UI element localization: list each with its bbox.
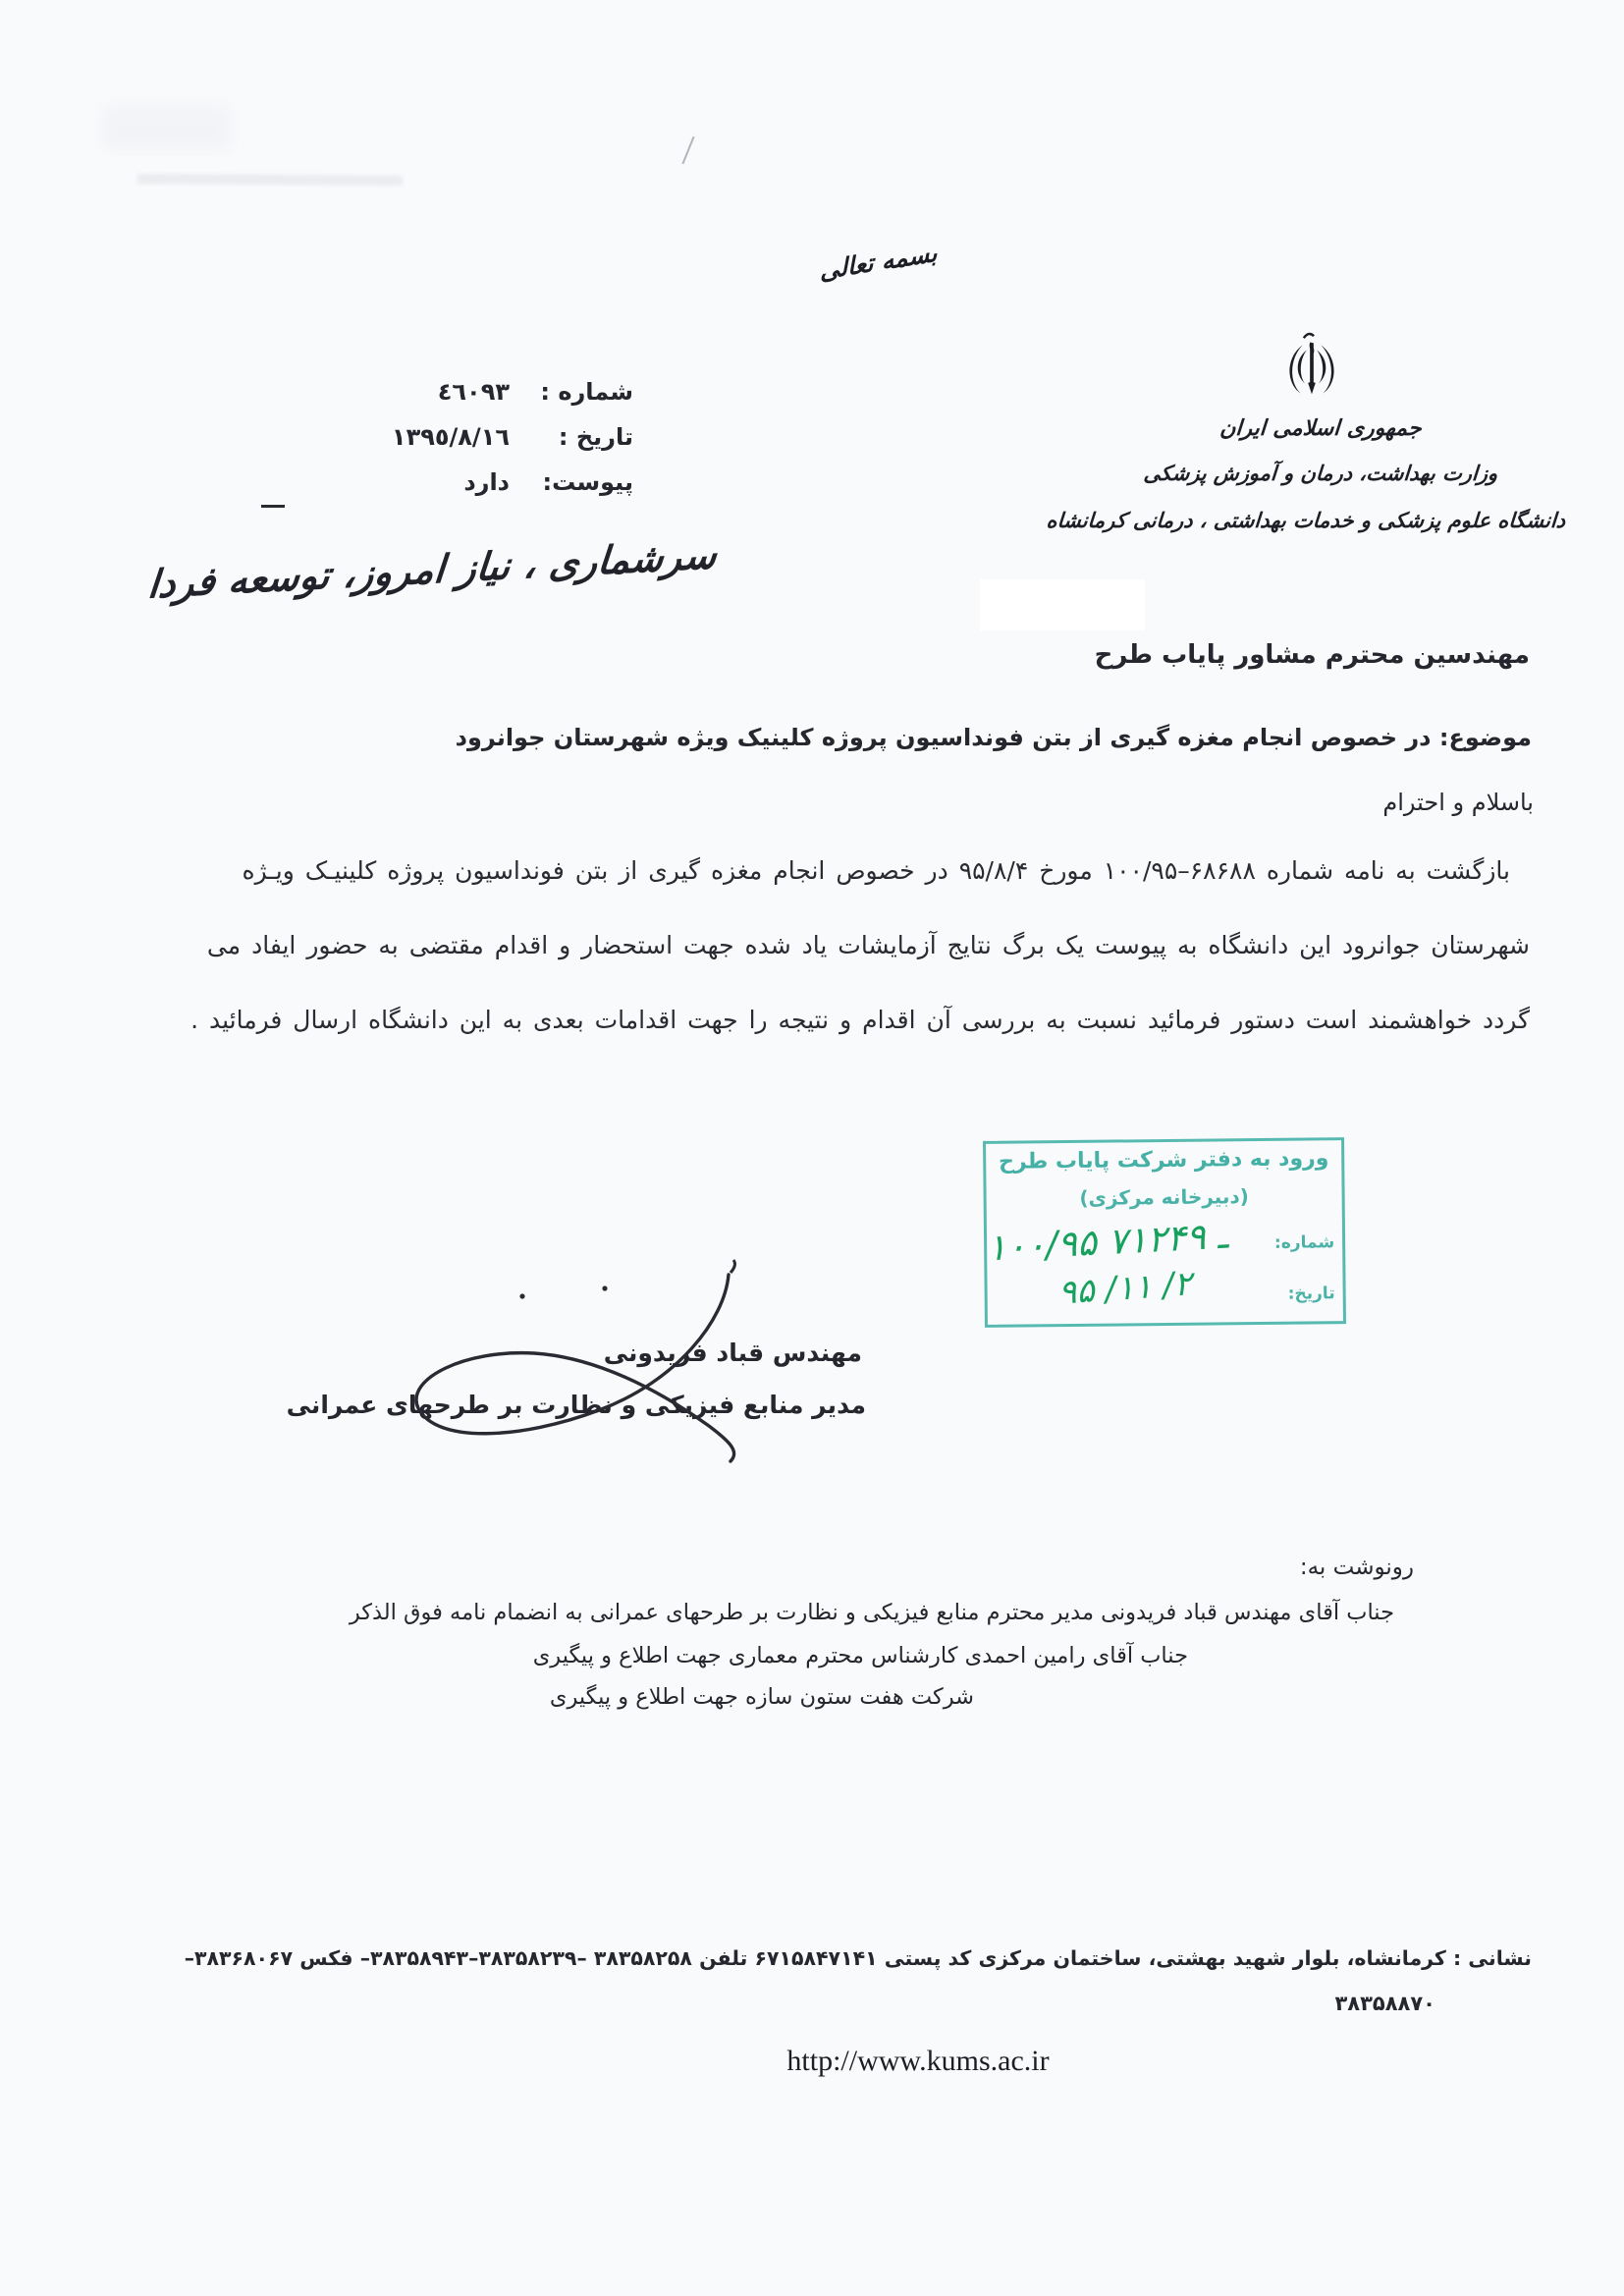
cc-item-3: شرکت هفت ستون سازه جهت اطلاع و پیگیری xyxy=(549,1684,974,1710)
subject-line: موضوع: در خصوص انجام مغزه گیری از بتن فونداسیون پروژه کلینیک ویژه شهرستان جوانرود xyxy=(455,724,1532,751)
letter-meta-fields xyxy=(392,378,633,497)
scan-smudge xyxy=(103,106,231,149)
handwritten-signature xyxy=(385,1259,778,1485)
footer-phone-extra: ۳۸۳۵۸۸۷۰ xyxy=(1334,1992,1435,2015)
scan-smudge xyxy=(137,174,403,186)
stamp-date-handwritten: ۹۵ /۱۱ /۲ xyxy=(1056,1264,1194,1313)
date-value: ١٣٩٥/٨/١٦ xyxy=(391,423,510,451)
body-line-2: شهرستان جوانرود این دانشگاه به پیوست یک برگ نتایج آزمایشات یاد شده جهت استحضار و اقدام مقتضی به حضور ایفاد می xyxy=(206,931,1530,959)
body-line-3: گردد خواهشمند است دستور فرمائید نسبت به بررسی آن اقدام و نتیجه را جهت اقدامات بعدی به این دانشگاه ارسال فرمائید . xyxy=(190,1006,1530,1034)
stamp-date-label: تاریخ: xyxy=(1287,1284,1335,1304)
bismillah-calligraphy: بسمه تعالی xyxy=(819,238,939,286)
cc-item-2: جناب آقای رامین احمدی کارشناس محترم معماری جهت اطلاع و پیگیری xyxy=(532,1643,1188,1668)
cc-label: رونوشت به: xyxy=(1299,1555,1414,1580)
meta-row-attachment xyxy=(392,468,633,497)
attachment-value: دارد xyxy=(463,468,510,496)
pen-dash-mark xyxy=(261,505,285,508)
footer-address: نشانی : کرمانشاه، بلوار شهید بهشتی، ساختمان مرکزی کد پستی ۶۷۱۵۸۴۷۱۴۱ تلفن ۳۸۳۵۸۲۵۸ –۳۸۳۵۸۲۳۹–۳۸۳۵۸۹۴۳– فکس ۳۸۳۶۸۰۶۷– xyxy=(184,1946,1532,1970)
redaction-patch xyxy=(980,579,1145,630)
stamp-subtitle: (دبیرخانه مرکزی) xyxy=(1079,1184,1249,1210)
number-value: ٤٦٠٩٣ xyxy=(437,378,510,406)
number-label: شماره : xyxy=(540,378,633,406)
cc-item-1: جناب آقای مهندس قباد فریدونی مدیر محترم منابع فیزیکی و نظارت بر طرحهای عمرانی به انضمام نامه فوق الذکر xyxy=(349,1600,1394,1625)
iran-emblem-icon xyxy=(1279,330,1344,409)
meta-row-date xyxy=(392,423,633,452)
stamp-title: ورود به دفتر شرکت پایاب طرح xyxy=(998,1146,1329,1175)
signer-title: مدیر منابع فیزیکی و نظارت بر طرحهای عمرانی xyxy=(286,1391,866,1419)
signer-name: مهندس قباد فریدونی xyxy=(603,1339,862,1367)
census-slogan-calligraphy: سرشماری ، نیاز امروز، توسعه فردا xyxy=(145,533,719,608)
salutation-line: باسلام و احترام xyxy=(1382,789,1534,816)
attachment-label: پیوست: xyxy=(542,468,633,496)
letterhead-ministry: وزارت بهداشت، درمان و آموزش پزشکی xyxy=(1142,462,1499,485)
stamp-number-label: شماره: xyxy=(1273,1232,1335,1253)
meta-row-number xyxy=(392,378,633,407)
stamp-number-handwritten: ۱۰۰/۹۵ ـ ۷۱۲۴۹ xyxy=(986,1214,1229,1270)
letterhead-country: جمهوری اسلامی ایران xyxy=(1218,416,1423,441)
body-line-1: بازگشت به نامه شماره ۶۸۶۸۸–۱۰۰/۹۵ مورخ ۹۵/۸/۴ در خصوص انجام مغزه گیری از بتن فونداسیون پروژه کلینیـک ویـژه xyxy=(242,856,1510,885)
recipient-line: مهندسین محترم مشاور پایاب طرح xyxy=(1094,640,1530,670)
footer-website-url: http://www.kums.ac.ir xyxy=(786,2045,1050,2077)
date-label: تاریخ : xyxy=(558,423,633,451)
letterhead-university: دانشگاه علوم پزشکی و خدمات بهداشتی ، درمانی کرمانشاه xyxy=(1045,509,1567,532)
scan-mark xyxy=(681,137,694,165)
